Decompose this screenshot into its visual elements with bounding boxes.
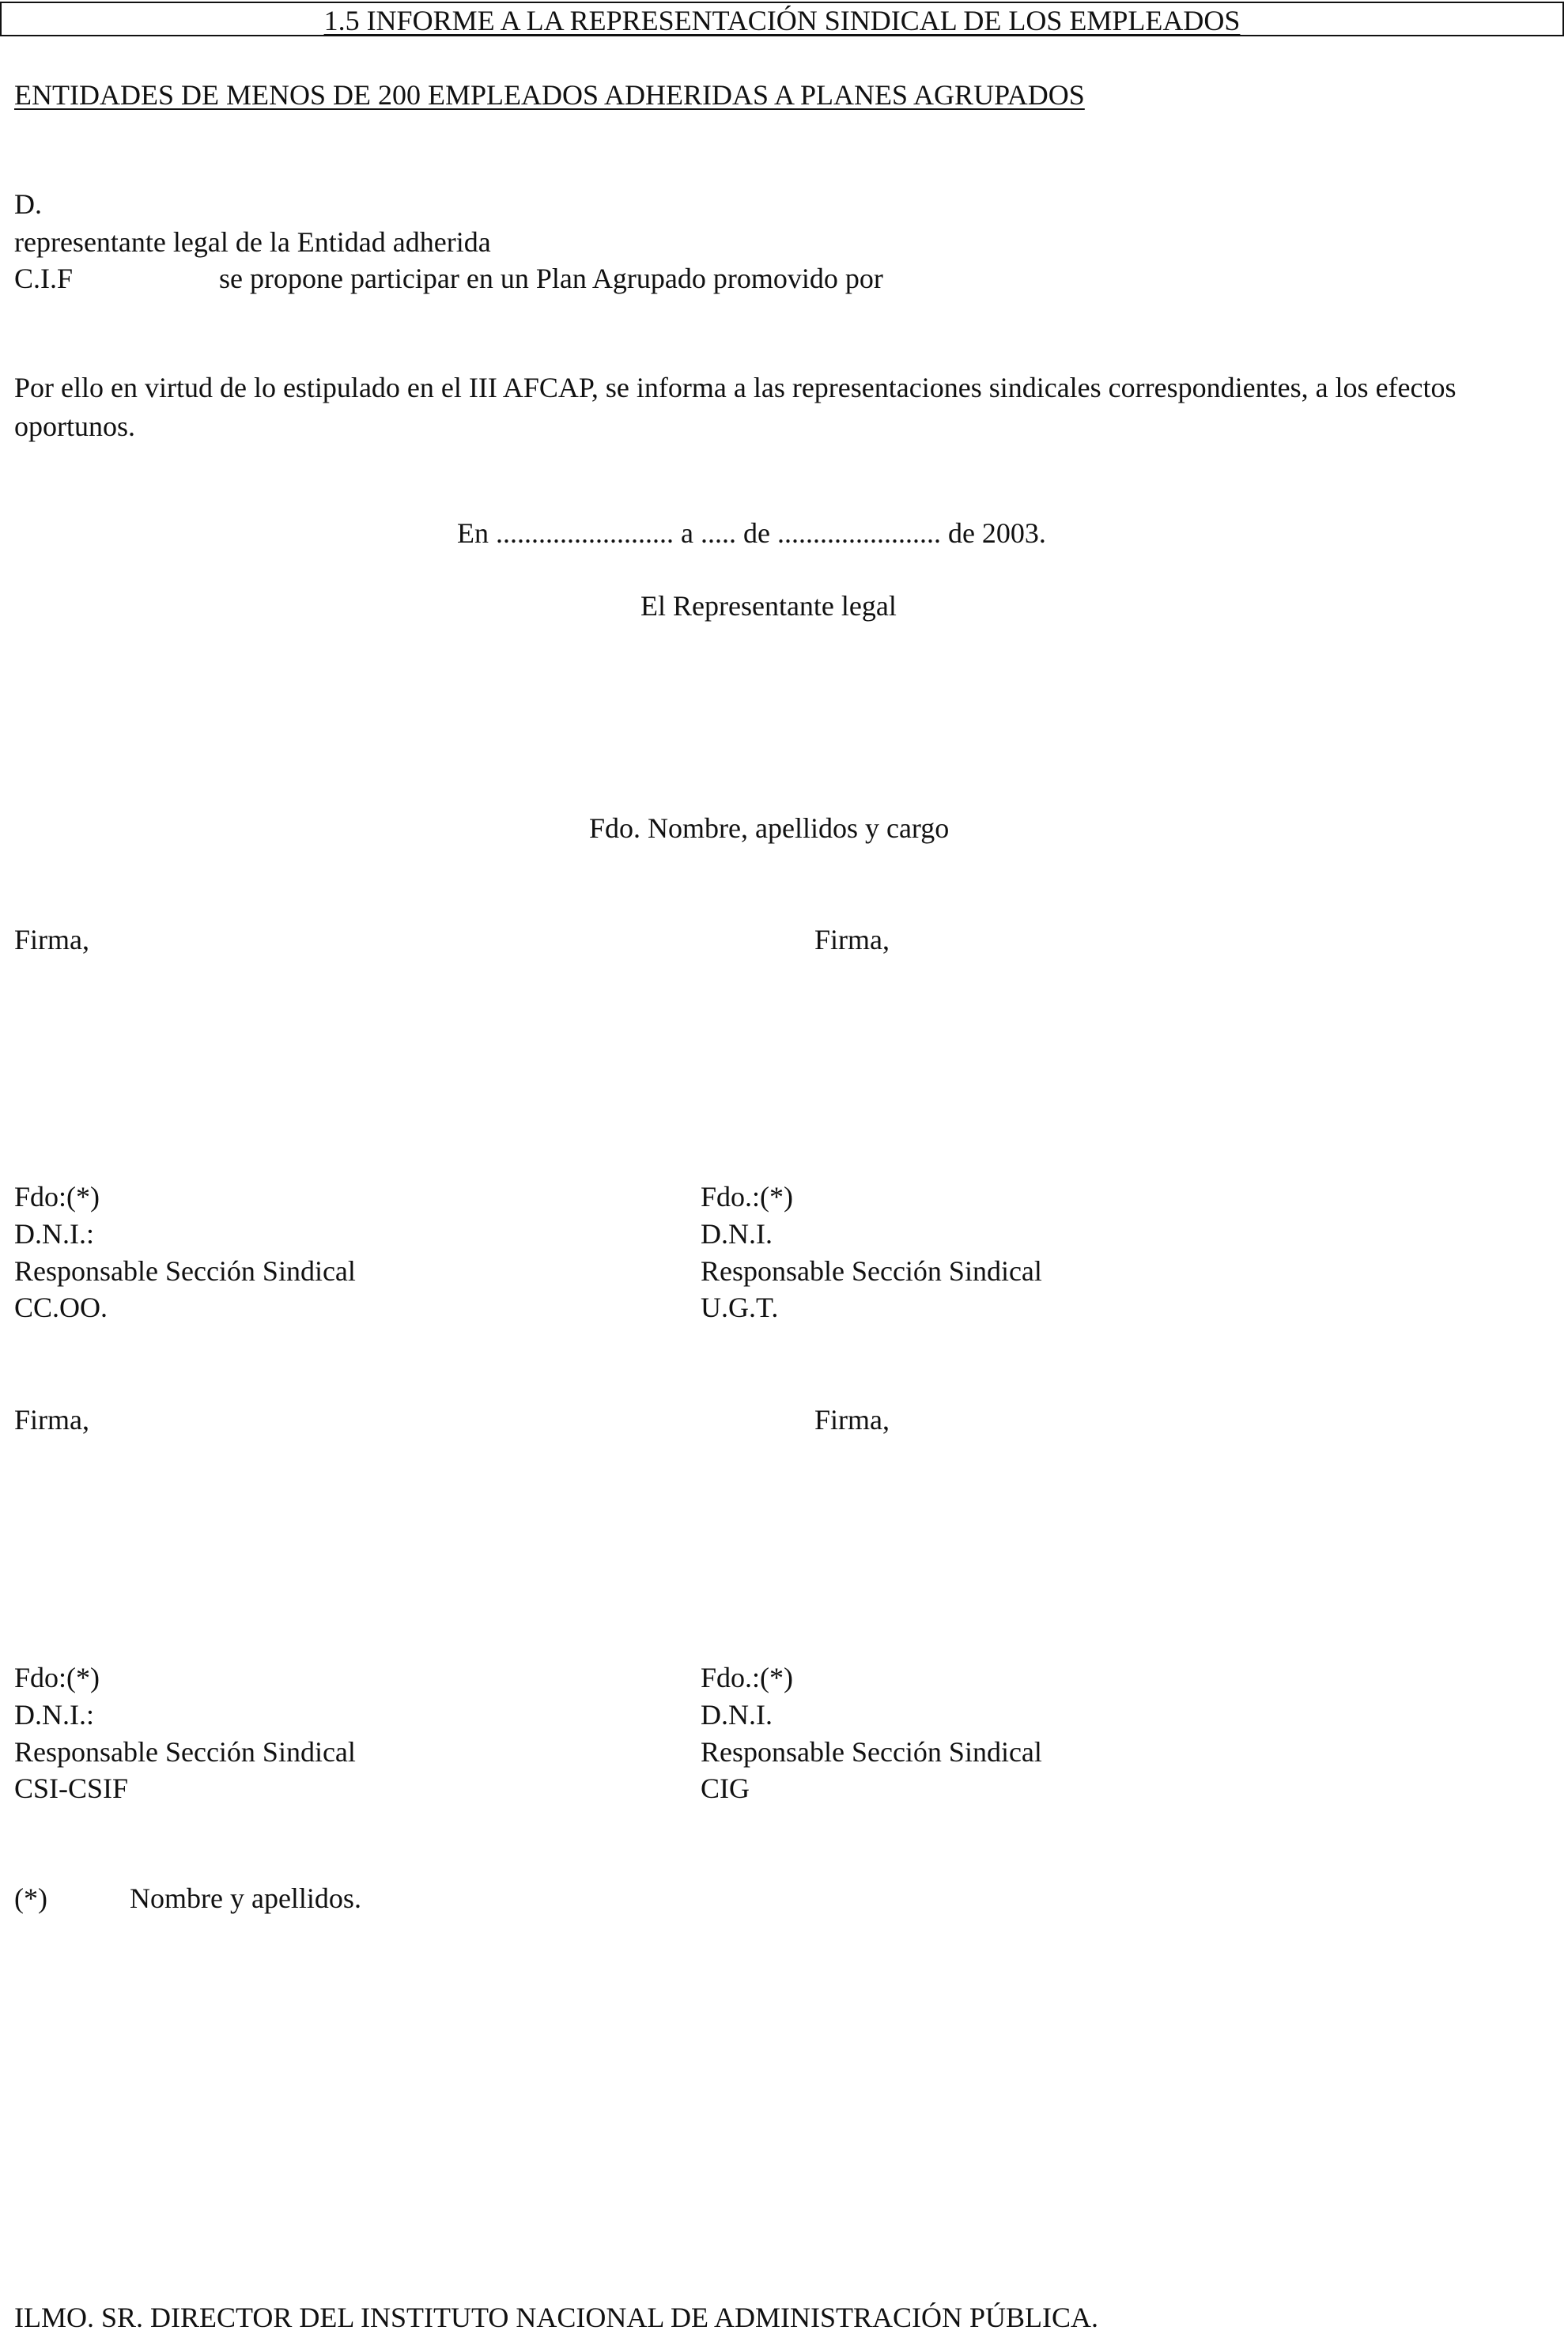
fdo-label: Fdo.:(*): [701, 1181, 793, 1213]
cif-label: C.I.F: [14, 263, 74, 294]
union-block-ccoo: [14, 1178, 356, 1326]
union-name: CSI-CSIF: [14, 1772, 129, 1805]
role-label: Responsable Sección Sindical: [14, 1254, 356, 1287]
firma-label-right-2: Firma,: [814, 1404, 890, 1436]
dni-label: D.N.I.:: [14, 1698, 94, 1731]
firma-label-left-2: Firma,: [14, 1404, 89, 1436]
date-line: En ......................... a ..... de ....................... de 2003.: [457, 517, 1046, 549]
document-subtitle: ENTIDADES DE MENOS DE 200 EMPLEADOS ADHERIDAS A PLANES AGRUPADOS: [14, 79, 1085, 111]
fdo-label: Fdo.:(*): [701, 1662, 793, 1693]
dni-label: D.N.I.: [701, 1217, 773, 1250]
dni-label: D.N.I.:: [14, 1217, 94, 1250]
role-label: Responsable Sección Sindical: [701, 1735, 1042, 1768]
signature-caption: Fdo. Nombre, apellidos y cargo: [589, 812, 950, 844]
fdo-label: Fdo:(*): [14, 1662, 100, 1693]
legal-representative-label: El Representante legal: [640, 590, 897, 622]
firma-label-left-1: Firma,: [14, 924, 89, 955]
union-name: CC.OO.: [14, 1292, 108, 1324]
fdo-label: Fdo:(*): [14, 1181, 100, 1213]
union-name: U.G.T.: [701, 1292, 779, 1324]
header-box: [0, 2, 1564, 36]
dni-label: D.N.I.: [701, 1698, 773, 1731]
document-title: 1.5 INFORME A LA REPRESENTACIÓN SINDICAL DE LOS EMPLEADOS: [323, 5, 1241, 36]
intro-line-d: D.: [14, 188, 42, 220]
cif-text: se propone participar en un Plan Agrupado promovido por: [219, 263, 883, 294]
addressee: ILMO. SR. DIRECTOR DEL INSTITUTO NACIONAL DE ADMINISTRACIÓN PÚBLICA.: [14, 2302, 1098, 2333]
body-paragraph: Por ello en virtud de lo estipulado en el III AFCAP, se informa a las representaciones sindicales correspondientes, a los efectos oportunos.: [14, 372, 1457, 442]
firma-label-right-1: Firma,: [814, 924, 890, 955]
role-label: Responsable Sección Sindical: [14, 1735, 356, 1768]
footnote-mark: (*): [14, 1882, 47, 1914]
union-block-ugt: [701, 1178, 1042, 1326]
role-label: Responsable Sección Sindical: [701, 1254, 1042, 1287]
footnote-text: Nombre y apellidos.: [130, 1882, 361, 1914]
intro-line-representante: representante legal de la Entidad adherida: [14, 226, 491, 258]
union-block-cig: [701, 1659, 1042, 1807]
union-name: CIG: [701, 1772, 750, 1805]
union-block-csif: [14, 1659, 356, 1807]
